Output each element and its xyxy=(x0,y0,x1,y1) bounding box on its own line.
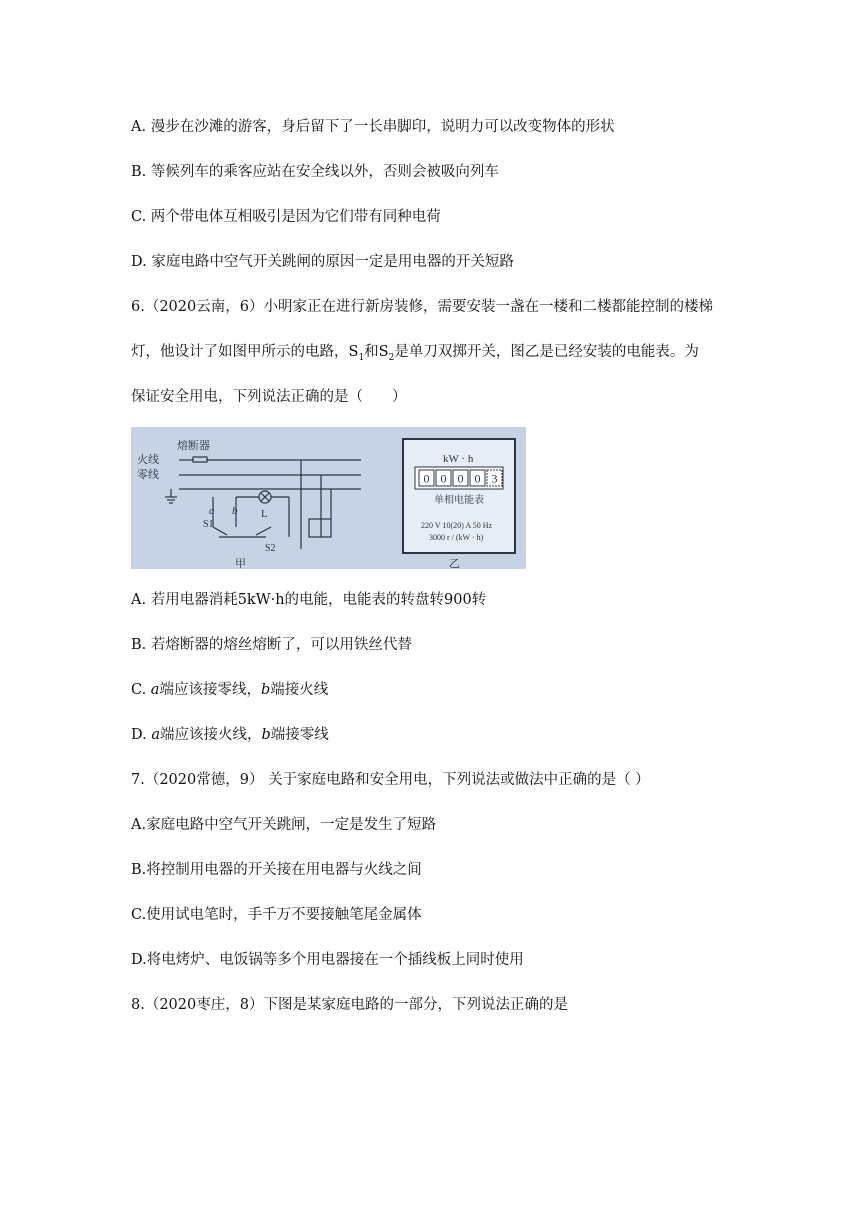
meter-spec1: 220 V 10(20) A 50 Hz xyxy=(421,521,493,530)
q7-option-c: C.使用试电笔时，手千万不要接触笔尾金属体 xyxy=(131,907,422,923)
q6-option-c-b: b xyxy=(260,682,271,698)
meter-unit: kW · h xyxy=(443,453,474,465)
meter-digits xyxy=(419,470,502,486)
q6-option-d-post: 端接零线 xyxy=(270,727,329,743)
q6-stem-line1: 6.（2020云南，6）小明家正在进行新房装修，需要安装一盏在一楼和二楼都能控制的楼梯 xyxy=(131,299,713,315)
line-q5-b: B. 等候列车的乘客应站在安全线以外，否则会被吸向列车 xyxy=(131,164,499,180)
jia-label: 甲 xyxy=(235,558,246,569)
q6-option-c-post: 端接火线 xyxy=(270,682,329,698)
lamp-label: L xyxy=(261,508,268,520)
b-label: b xyxy=(232,505,238,517)
q7-option-d: D.将电烤炉、电饭锅等多个用电器接在一个插线板上同时使用 xyxy=(131,952,524,968)
s1-label: S1 xyxy=(203,519,214,530)
s2-label: S2 xyxy=(265,543,276,554)
neutral-label: 零线 xyxy=(137,469,159,481)
meter-digit: 0 xyxy=(423,471,430,486)
q6-option-d xyxy=(131,725,329,745)
q6-option-d-a: a xyxy=(151,727,160,743)
q6-option-a: A. 若用电器消耗5kW·h的电能，电能表的转盘转900转 xyxy=(131,592,487,608)
meter-digit: 0 xyxy=(474,471,481,486)
q6-stem-sub2: 2 xyxy=(388,352,395,363)
yi-label: 乙 xyxy=(449,558,460,569)
line-q5-d: D. 家庭电路中空气开关跳闸的原因一定是用电器的开关短路 xyxy=(131,254,514,270)
q6-stem-sub1: 1 xyxy=(358,352,365,363)
q6-option-d-b: b xyxy=(261,727,271,743)
q6-option-c xyxy=(131,680,328,700)
meter-digit: 3 xyxy=(491,471,498,486)
meter-title: 单相电能表 xyxy=(434,495,484,506)
live-label: 火线 xyxy=(137,454,159,466)
q6-option-d-pre: D. xyxy=(131,727,152,743)
circuit-figure xyxy=(131,427,526,569)
q6-stem-line2 xyxy=(131,342,699,368)
fuse-label: 熔断器 xyxy=(177,440,210,452)
meter-digit: 0 xyxy=(457,471,464,486)
meter-spec2: 3000 r / (kW · h) xyxy=(429,533,484,542)
q6-stem-line3: 保证安全用电，下列说法正确的是（ ） xyxy=(131,389,407,405)
a-label: a xyxy=(209,505,215,517)
meter-digit: 0 xyxy=(440,471,447,486)
q7-option-a: A.家庭电路中空气开关跳闸，一定是发生了短路 xyxy=(131,817,437,833)
q6-option-c-mid: 端应该接零线， xyxy=(159,682,261,698)
q6-stem-line2-c: 是单刀双掷开关，图乙是已经安装的电能表。为 xyxy=(394,344,699,360)
q7-stem: 7.（2020常德，9） 关于家庭电路和安全用电，下列说法或做法中正确的是（ ） xyxy=(131,772,650,788)
q6-stem-line2-a: 灯，他设计了如图甲所示的电路，S xyxy=(131,344,359,360)
q6-stem-line2-b: 和S xyxy=(364,344,389,360)
q6-option-c-pre: C. xyxy=(131,682,151,698)
q6-option-d-mid: 端应该接火线， xyxy=(159,727,262,743)
q7-option-b: B.将控制用电器的开关接在用电器与火线之间 xyxy=(131,862,422,878)
line-q5-a: A. 漫步在沙滩的游客，身后留下了一长串脚印，说明力可以改变物体的形状 xyxy=(131,119,615,135)
q6-option-b: B. 若熔断器的熔丝熔断了，可以用铁丝代替 xyxy=(131,637,412,653)
q8-stem: 8.（2020枣庄，8）下图是某家庭电路的一部分，下列说法正确的是 xyxy=(131,997,568,1013)
q6-option-c-a: a xyxy=(150,682,160,698)
line-q5-c: C. 两个带电体互相吸引是因为它们带有同种电荷 xyxy=(131,209,441,225)
